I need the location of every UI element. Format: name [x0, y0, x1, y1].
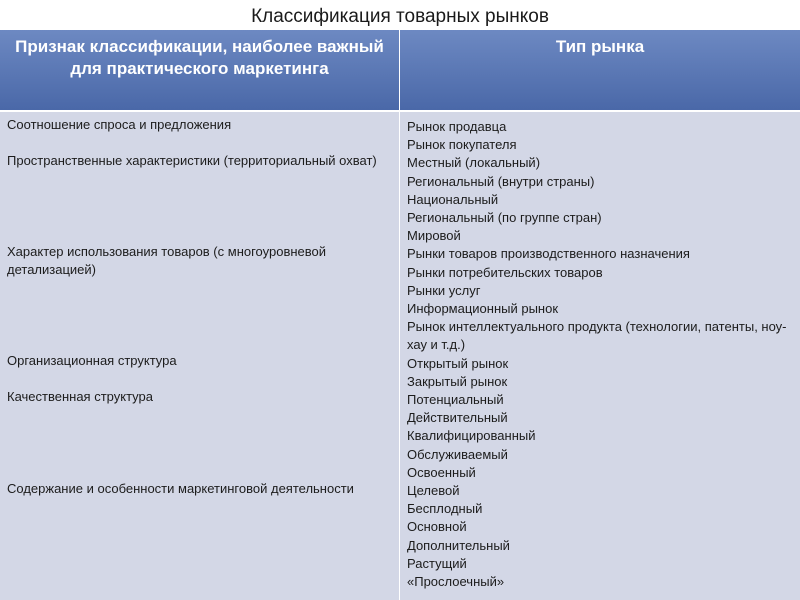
market-type-item: Региональный (по группе стран) [407, 210, 602, 226]
slide-title: Классификация товарных рынков [251, 6, 549, 27]
market-type-item: Целевой [407, 483, 460, 499]
market-type-item: Рынки услуг [407, 282, 481, 298]
column-divider [399, 30, 400, 600]
market-type-item: Рынок покупателя [407, 137, 517, 153]
header-market-type-label: Тип рынка [555, 37, 645, 56]
market-type-item: «Прослоечный» [407, 574, 505, 590]
header-criterion [0, 30, 399, 110]
market-type-item: Растущий [407, 555, 467, 571]
market-type-item: Действительный [407, 410, 508, 426]
market-type-item: Закрытый рынок [407, 373, 508, 389]
market-type-item: Освоенный [407, 464, 476, 480]
criterion-item: Пространственные характеристики (территориальный охват) [7, 153, 377, 168]
criterion-item: Характер использования товаров (с многоуровневой детализацией) [7, 244, 327, 277]
market-type-item: Мировой [407, 228, 461, 244]
market-type-item: Обслуживаемый [407, 446, 508, 462]
market-type-item: Рынки потребительских товаров [407, 264, 603, 280]
criterion-item: Соотношение спроса и предложения [7, 117, 232, 132]
criterion-item: Содержание и особенности маркетинговой деятельности [7, 481, 354, 496]
market-type-item: Информационный рынок [407, 301, 559, 317]
market-type-item: Рынок интеллектуального продукта (технологии, патенты, ноу-хау и т.д.) [407, 319, 787, 353]
market-types-column [400, 112, 800, 600]
market-type-item: Основной [407, 519, 467, 535]
market-type-item: Квалифицированный [407, 428, 536, 444]
classification-table [0, 30, 800, 600]
market-type-item: Открытый рынок [407, 355, 509, 371]
market-type-list [407, 118, 792, 591]
market-type-item: Бесплодный [407, 501, 483, 517]
market-type-item: Региональный (внутри страны) [407, 173, 595, 189]
header-market-type [400, 30, 800, 110]
criterion-item: Организационная структура [7, 353, 177, 368]
criteria-column [0, 112, 399, 600]
market-type-item: Местный (локальный) [407, 155, 541, 171]
market-type-item: Рынки товаров производственного назначения [407, 246, 690, 262]
market-type-item: Рынок продавца [407, 119, 507, 134]
header-criterion-label: Признак классификации, наиболее важный для практического маркетинга [15, 37, 384, 78]
market-type-item: Национальный [407, 191, 499, 207]
market-type-item: Дополнительный [407, 537, 510, 553]
market-type-item: Потенциальный [407, 392, 504, 408]
criterion-item: Качественная структура [7, 389, 153, 404]
